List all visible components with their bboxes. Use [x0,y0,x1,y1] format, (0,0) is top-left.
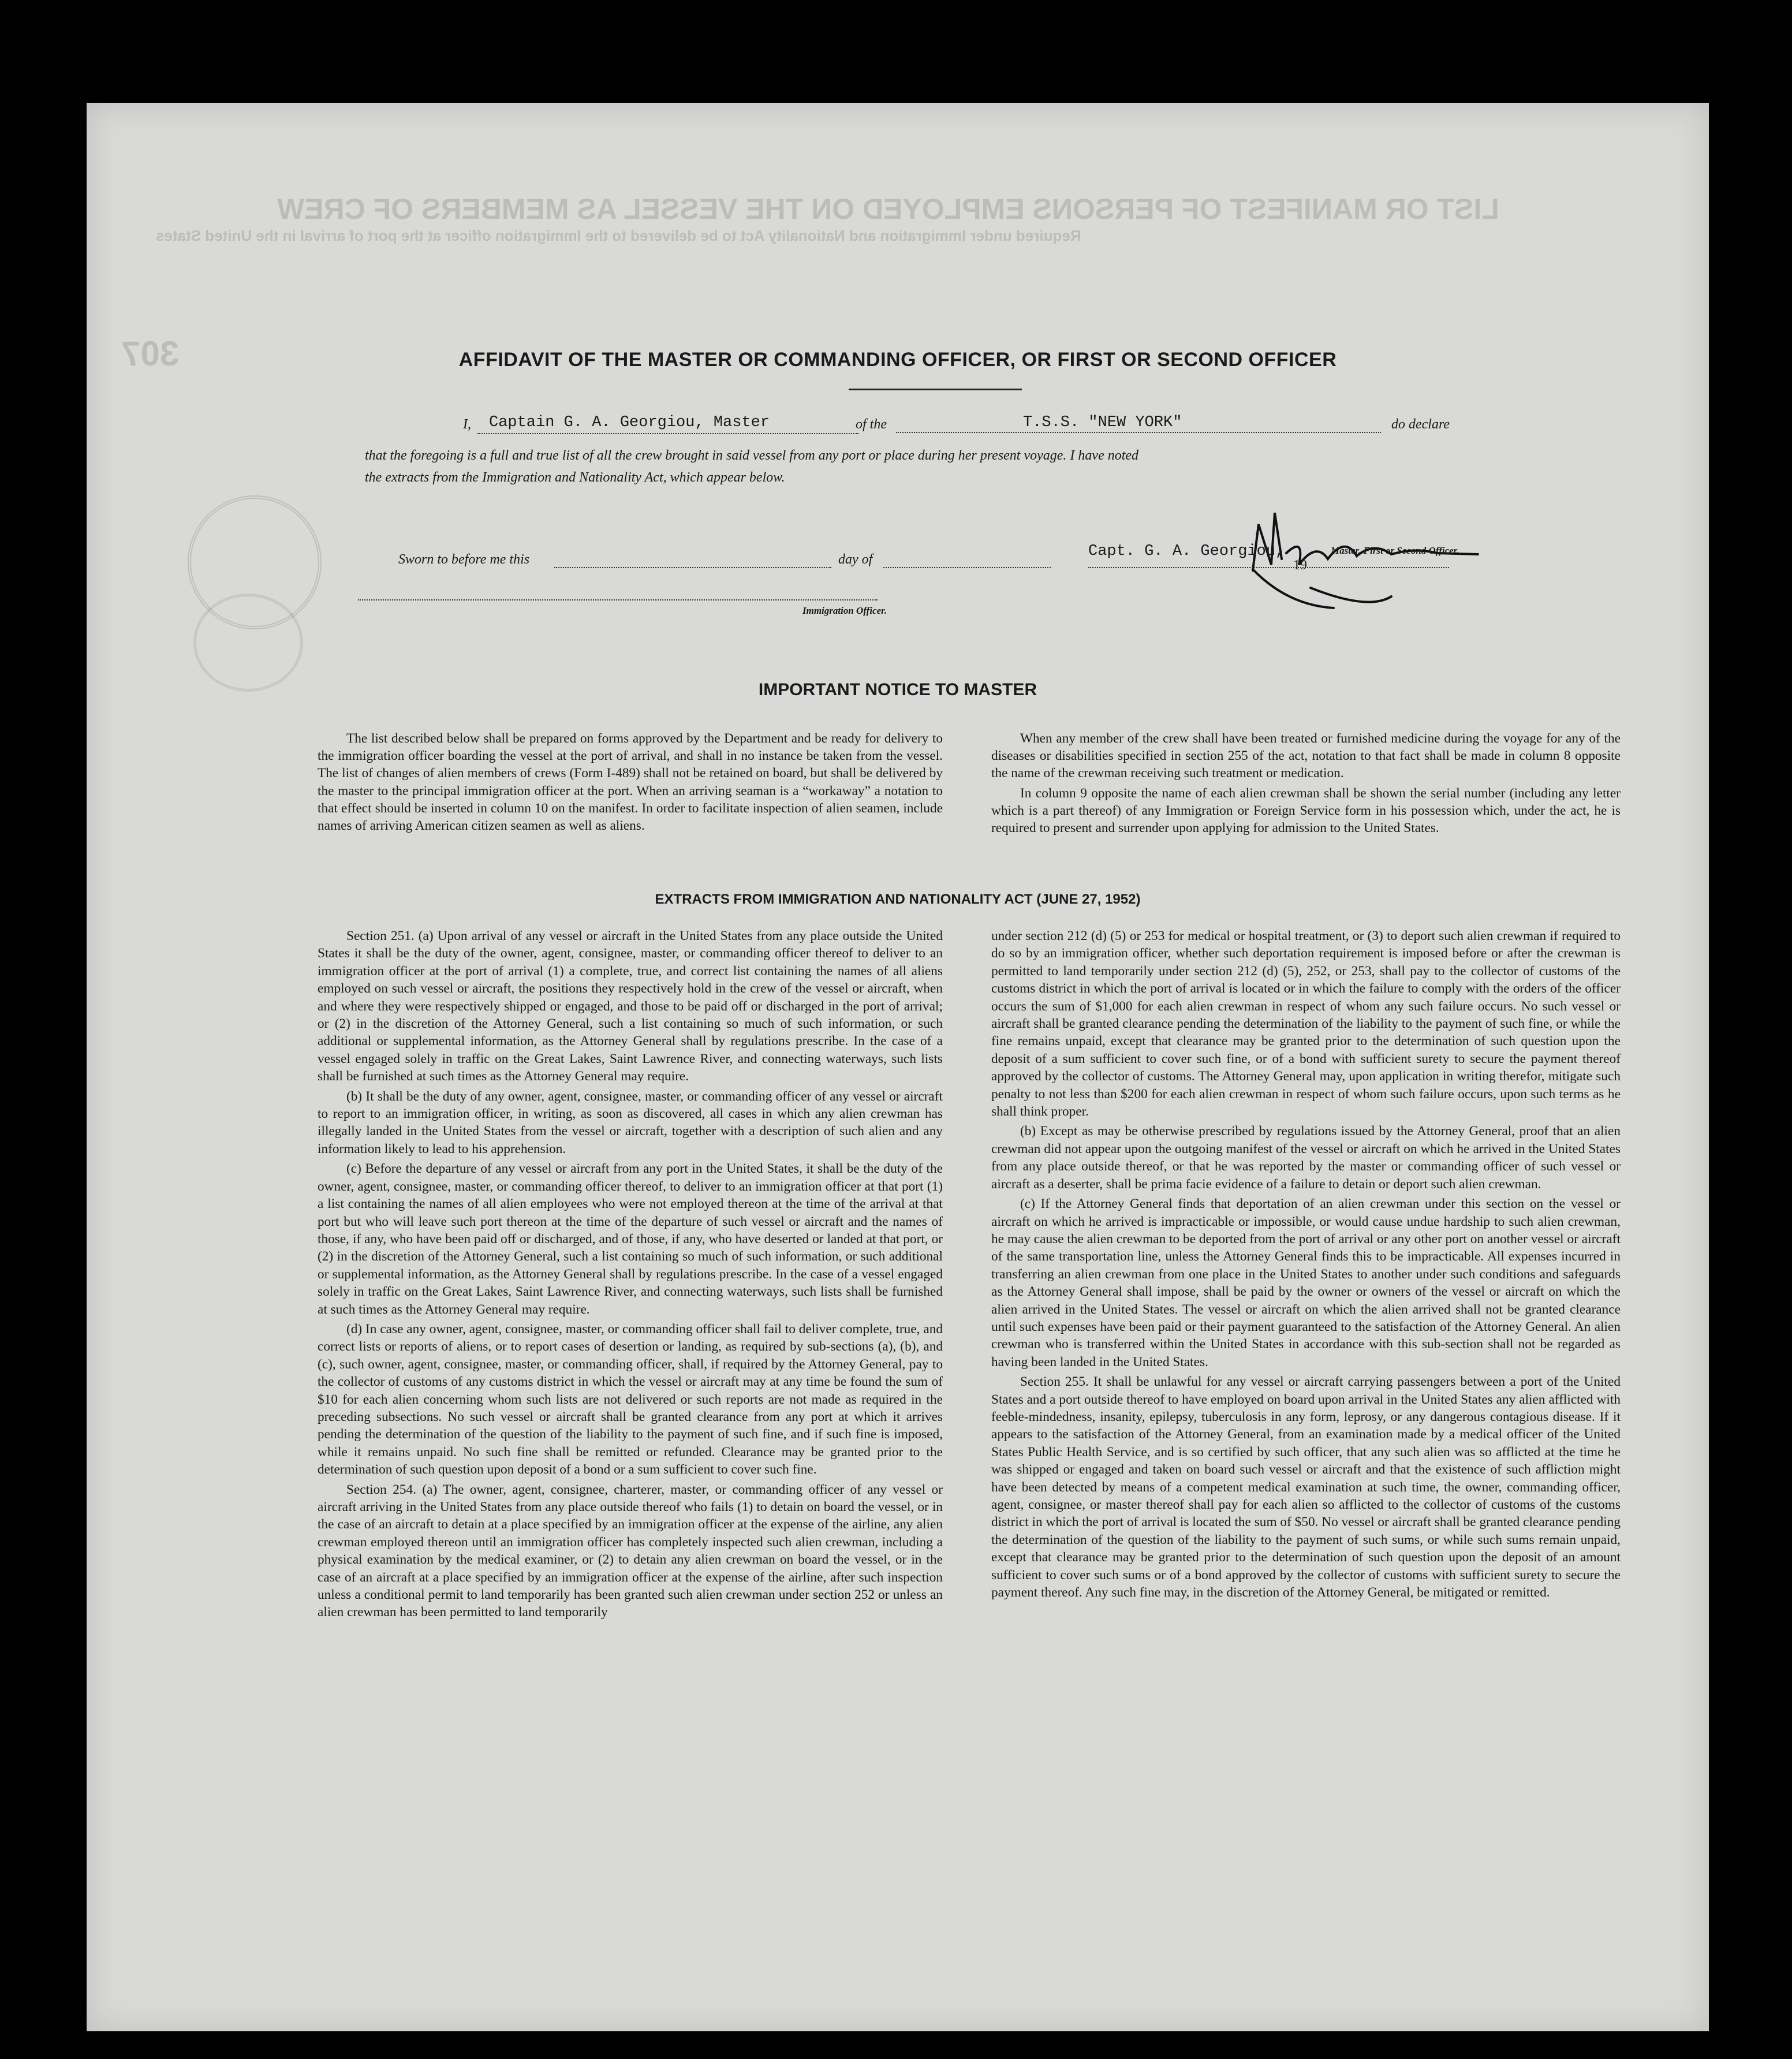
sworn-month-field[interactable] [883,566,1051,568]
notice-title: IMPORTANT NOTICE TO MASTER [758,680,1037,699]
notice-paragraph: The list described below shall be prepared on forms approved by the Department and be ready for delivery to the immigration officer boarding the vessel at the port of arrival, and shall in no instance be taken from the vessel. The list of changes of alien members of crews (Form I-489) shall not be retained on board, but shall be delivered by the master to the principal immigration officer at the port. When an arriving seaman is a “workaway” a notation to that effect should be inserted in column 10 on the manifest. In order to facilitate inspection of alien seamen, include names of arriving American citizen seamen as well as aliens. [318,731,943,834]
extracts-title: EXTRACTS FROM IMMIGRATION AND NATIONALITY ACT (JUNE 27, 1952) [655,892,1141,907]
signature-name: Capt. G. A. Georgiou, [1088,543,1285,560]
section-paragraph: (b) Except as may be otherwise prescribed by regulations issued by the Attorney General, proof that an alien crewman did not appear upon the outgoing manifest of the vessel or aircraft on which he arrived in the United States from any place outside thereof, or that he was reported by the master or commanding officer of such vessel or aircraft as a deserter, shall be prima facie evidence of a failure to detain or deport such alien crewman. [991,1124,1621,1192]
section-paragraph: Section 255. It shall be unlawful for any vessel or aircraft carrying passengers between a port of the United States and a port outside thereof to have employed on board upon arrival in the United States any alien afflicted with feeble-mindedness, insanity, epilepsy, tuberculosis in any form, leprosy, or any dangerous contagious disease. If it appears to the satisfaction of the Attorney General, from an examination made by a medical officer of the United States Public Health Service, and is so certified by such officer, that any such alien was so afflicted at the time he was shipped or engaged and taken on board such vessel or aircraft and that the existence of such affliction might have been detected by means of a competent medical examination at such time, the owner, commanding officer, agent, consignee, or master thereof shall pay for each alien so afflicted to the collector of customs of the customs district in which the port of arrival is located the sum of $50. No vessel or aircraft shall be granted clearance pending the determination of the question of the liability to the payment of such sums, or while such sums remain unpaid, except that clearance may be granted prior to the determination of such question upon the deposit of an amount sufficient to cover such sums or of a bond approved by the collector of customs with sufficient surety to secure the payment thereof. Any such fine may, in the discretion of the Attorney General, be mitigated or remitted. [991,1374,1621,1601]
immigration-officer-signature-line[interactable] [358,599,878,600]
extracts-right-column [991,927,1621,1601]
notice-paragraph: When any member of the crew shall have been treated or furnished medicine during the voyage for any of the diseases or disabilities specified in section 255 of the act, notation to that fact shall be made in column 8 opposite the name of the crewman receiving such treatment or medication. [991,731,1621,781]
i-label: I, [463,417,471,432]
section-paragraph: Section 251. (a) Upon arrival of any vessel or aircraft in the United States from any place outside the United States it shall be the duty of the owner, agent, consignee, master, or commanding officer thereof to deliver to an immigration officer at the port of arrival (1) a complete, true, and correct list containing the names of all aliens employed on such vessel or aircraft, the positions they respectively hold in the crew of the vessel or aircraft, when and where they were respectively shipped or engaged, and those to be paid off or discharged in the port of arrival; or (2) in the discretion of the Attorney General, such a list containing so much of such information, or such additional or supplemental information, as the Attorney General shall by regulations prescribe. In the case of a vessel engaged solely in traffic on the Great Lakes, Saint Lawrence River, and connecting waterways, such lists shall be furnished at such times as the Attorney General may require. [318,928,943,1084]
section-paragraph: (d) In case any owner, agent, consignee, master, or commanding officer shall fail to deliver complete, true, and correct lists or reports of aliens, or to report cases of desertion or landing, as required by sub-sections (a), (b), and (c), such owner, agent, consignee, master, or commanding officer, shall, if required by the Attorney General, pay to the collector of customs of any customs district in which the vessel or aircraft may at any time be found the sum of $10 for each alien concerning whom such lists are not delivered or such reports are not made as required in the preceding subsections. No such vessel or aircraft shall be granted clearance from any port at which it arrives pending the determination of the question of the liability to the payment of such fine, and if such fine is imposed, while it remains unpaid. No such fine shall be remitted or refunded. Clearance may be granted prior to the determination of such question upon deposit of a bond or a sum sufficient to cover such fine. [318,1321,943,1478]
sworn-line [398,543,1466,582]
affidavit-declaration [365,413,1520,485]
sworn-day-field[interactable] [554,566,831,568]
ghost-header-subline: Required under Immigration and Nationality Act to be delivered to the Immigration officer at the port of arrival in the United States [156,227,1081,244]
of-the-label: of the [856,417,887,432]
immigration-officer-label: Immigration Officer. [802,605,887,616]
affidavit-title: AFFIDAVIT OF THE MASTER OR COMMANDING OFFICER, OR FIRST OR SECOND OFFICER [458,349,1337,371]
notice-right-column [991,730,1621,837]
section-paragraph: (c) If the Attorney General finds that deportation of an alien crewman under this section on the vessel or aircraft on which he arrived is impracticable or impossible, or would cause undue hardship to such alien crewman, he may cause the alien crewman to be deported from the port of arrival or any other port on another vessel or aircraft of the same transportation line, unless the Attorney General finds this to be impracticable. All expenses incurred in transferring an alien crewman from one place in the United States to another under such conditions and safeguards as the Attorney General shall impose, shall be paid by the owner or owners of the vessel or aircraft on which the alien arrived in the United States. The vessel or aircraft on which the alien arrived shall not be granted clearance until such expenses have been paid or their payment guaranteed to the satisfaction of the Attorney General. An alien crewman who is transferred within the United States in accordance with this sub-section shall not be regarded as having been landed in the United States. [991,1196,1621,1370]
vessel-field[interactable]: T.S.S. "NEW YORK" [896,413,1381,433]
day-of-label: day of [838,552,873,567]
title-rule [849,389,1022,390]
ghost-page-number: 307 [121,334,180,373]
notice-left-column [318,730,943,834]
signature-role-label: Master, First or Second Officer. [1331,545,1459,556]
signature-line [1088,566,1449,568]
manifest-page [87,103,1709,2031]
section-paragraph: Section 254. (a) The owner, agent, consignee, charterer, master, or commanding officer of any vessel or aircraft arriving in the United States from any place outside thereof who fails (1) to detain on board the vessel, or in the case of an aircraft to detain at a place specified by an immigration officer at the expense of the airline, any alien crewman employed thereon until an immigration officer has completely inspected such alien crewman, including a physical examination by the medical examiner, or (2) to detain any alien crewman on board the vessel, or in the case of an aircraft at a place specified by an immigration officer at the expense of the airline, after such inspection unless a conditional permit to land temporarily has been granted such alien crewman under section 252 or unless an alien crewman has been permitted to land temporarily [318,1482,943,1620]
year-prefix: 19 [1293,558,1307,573]
declaration-text: the extracts from the Immigration and Nationality Act, which appear below. [365,470,785,485]
do-declare-label: do declare [1391,417,1450,432]
extracts-left-column [318,927,943,1621]
section-paragraph: (b) It shall be the duty of any owner, agent, consignee, master, or commanding officer of any vessel or aircraft to report to an immigration officer, in writing, as soon as discovered, all cases in which any alien crewman has illegally landed in the United States from the vessel or aircraft, together with a description of such alien and any information likely to lead to his apprehension. [318,1088,943,1157]
declaration-text: that the foregoing is a full and true list of all the crew brought in said vessel from any port or place during her present voyage. I have noted [365,448,1139,463]
faded-stamp [193,594,303,692]
ghost-header-line: LIST OR MANIFEST OF PERSONS EMPLOYED ON THE VESSEL AS MEMBERS OF CREW [277,193,1499,225]
notice-paragraph: In column 9 opposite the name of each alien crewman shall be shown the serial number (including any letter which is a part thereof) of any Immigration or Foreign Service form in his possession which, under the act, he is required to present and surrender upon applying for admission to the United States. [991,785,1621,836]
section-paragraph: (c) Before the departure of any vessel or aircraft from any port in the United States, it shall be the duty of the owner, agent, consignee, master, or commanding officer thereof, to deliver to an immigration officer at that port (1) a list containing the names of all alien employees who were not employed thereon at the time of the arrival at that port but who will leave such port thereon at the time of the departure of such vessel or aircraft and the names of those, if any, who have been paid off or discharged, and of those, if any, who have deserted or landed at that port, or (2) in the discretion of the Attorney General, such a list containing so much of such information, or such additional or supplemental information, as the Attorney General shall by regulations prescribe. In the case of a vessel engaged solely in traffic on the Great Lakes, Saint Lawrence River, and connecting waterways, such lists shall be furnished at such times as the Attorney General may require. [318,1161,943,1317]
sworn-label: Sworn to before me this [398,552,530,567]
declarant-field[interactable]: Captain G. A. Georgiou, Master [477,413,858,434]
section-paragraph: under section 212 (d) (5) or 253 for medical or hospital treatment, or (3) to deport such alien crewman if required to do so by an immigration officer, whether such deportation requirement is imposed before or after the crewman is permitted to land temporarily under section 212 (d) (5), 252, or 253, shall pay to the collector of customs of the customs district in which the port of arrival is located or in which the failure to comply with the orders of the officer occurs the sum of $1,000 for each alien crewman in respect of whom any such failure occurs. No such vessel or aircraft shall be granted clearance pending the determination of the liability to the payment of such fine, or while the fine remains unpaid, except that clearance may be granted prior to the determination of such question upon the deposit of a sum sufficient to cover such fine, or of a bond with sufficient surety to secure the payment thereof approved by the collector of customs. The Attorney General may, upon application in writing therefor, mitigate such penalty to not less than $200 for each alien crewman in respect of whom such failure occurs, upon such terms as he shall think proper. [991,928,1621,1120]
